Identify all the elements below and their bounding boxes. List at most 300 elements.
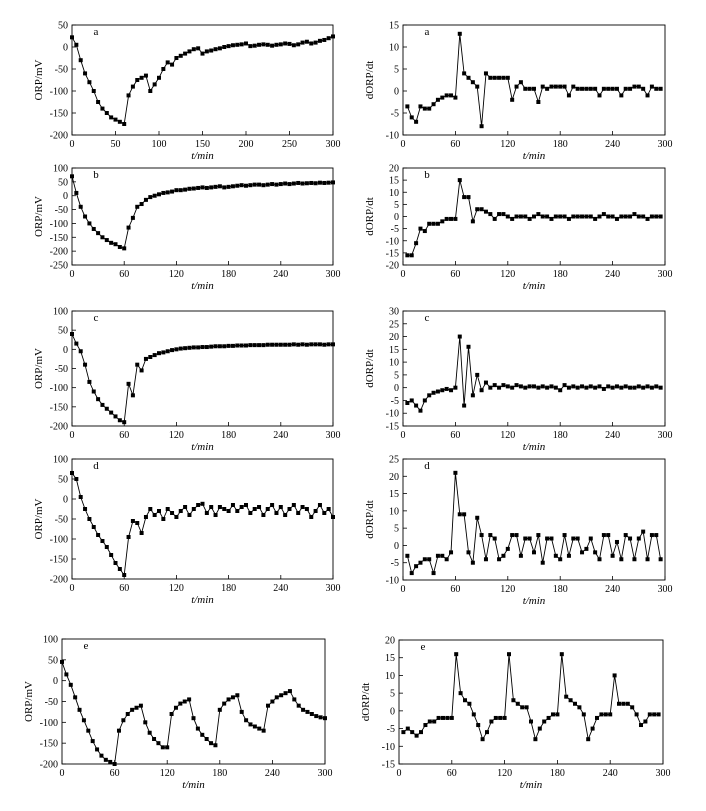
data-point bbox=[118, 245, 122, 249]
data-point bbox=[584, 87, 588, 91]
data-point bbox=[523, 537, 527, 541]
data-point bbox=[248, 722, 252, 726]
data-point bbox=[488, 533, 492, 537]
data-point bbox=[501, 76, 505, 80]
data-point bbox=[235, 43, 239, 47]
x-tick-label: 300 bbox=[655, 768, 671, 779]
x-axis-label: t/min bbox=[519, 779, 543, 791]
y-tick-label: 0 bbox=[63, 494, 68, 506]
x-tick-label: 180 bbox=[552, 584, 568, 595]
data-point bbox=[628, 386, 632, 390]
data-point bbox=[253, 44, 257, 48]
y-tick-label: -10 bbox=[385, 236, 399, 248]
data-point bbox=[582, 712, 586, 716]
series-line bbox=[403, 654, 658, 739]
data-point bbox=[283, 41, 287, 45]
data-point bbox=[471, 561, 475, 565]
data-point bbox=[467, 702, 471, 706]
data-point bbox=[458, 335, 462, 339]
data-point bbox=[201, 502, 205, 506]
data-point bbox=[454, 652, 458, 656]
data-point bbox=[619, 215, 623, 219]
data-point bbox=[96, 533, 100, 537]
data-point bbox=[536, 212, 540, 216]
x-tick-label: 240 bbox=[273, 583, 289, 594]
data-point bbox=[608, 712, 612, 716]
data-point bbox=[549, 384, 553, 388]
y-tick-label: 30 bbox=[389, 306, 399, 318]
data-point bbox=[436, 390, 440, 394]
data-point bbox=[445, 387, 449, 391]
x-tick-label: 0 bbox=[396, 768, 402, 779]
data-point bbox=[187, 49, 191, 53]
x-tick-label: 120 bbox=[159, 768, 175, 779]
data-point bbox=[135, 78, 139, 82]
data-point bbox=[79, 349, 83, 353]
data-point bbox=[257, 727, 261, 731]
data-point bbox=[309, 181, 313, 185]
data-point bbox=[613, 673, 617, 677]
data-point bbox=[318, 39, 322, 43]
data-point bbox=[261, 183, 265, 187]
data-point bbox=[519, 384, 523, 388]
data-point bbox=[86, 729, 90, 733]
y-tick-label: -10 bbox=[385, 408, 399, 420]
y-tick-label: -15 bbox=[385, 421, 399, 433]
y-tick-label: 15 bbox=[385, 653, 395, 665]
axes-frame bbox=[72, 459, 333, 579]
data-point bbox=[493, 537, 497, 541]
data-point bbox=[414, 404, 418, 408]
data-point bbox=[92, 390, 96, 394]
data-point bbox=[113, 762, 117, 766]
data-point bbox=[196, 503, 200, 507]
data-point bbox=[567, 217, 571, 221]
data-point bbox=[549, 217, 553, 221]
y-tick-label: -5 bbox=[390, 395, 399, 407]
x-tick-label: 60 bbox=[119, 583, 130, 594]
data-point bbox=[214, 513, 218, 517]
y-tick-label: 15 bbox=[389, 489, 399, 501]
data-point bbox=[541, 85, 545, 89]
chart-panel-c-orp bbox=[33, 307, 341, 454]
data-point bbox=[114, 118, 118, 122]
x-axis-label: t/min bbox=[522, 441, 546, 453]
panel-letter: c bbox=[93, 312, 99, 324]
data-point bbox=[580, 550, 584, 554]
data-point bbox=[331, 515, 335, 519]
data-point bbox=[563, 85, 567, 89]
data-point bbox=[598, 557, 602, 561]
y-tick-label: -150 bbox=[49, 402, 68, 414]
data-point bbox=[100, 235, 104, 239]
data-point bbox=[641, 530, 645, 534]
data-point bbox=[165, 745, 169, 749]
data-point bbox=[437, 716, 441, 720]
data-point bbox=[231, 695, 235, 699]
data-point bbox=[274, 343, 278, 347]
x-axis-label: t/min bbox=[191, 594, 214, 606]
data-point bbox=[170, 190, 174, 194]
data-point bbox=[331, 180, 335, 184]
panel-letter: e bbox=[83, 640, 89, 652]
data-point bbox=[567, 386, 571, 390]
data-point bbox=[476, 723, 480, 727]
data-point bbox=[418, 227, 422, 231]
data-point bbox=[445, 93, 449, 97]
data-point bbox=[401, 730, 405, 734]
x-tick-label: 180 bbox=[552, 139, 568, 150]
data-point bbox=[453, 96, 457, 100]
data-point bbox=[262, 729, 266, 733]
data-point bbox=[545, 386, 549, 390]
data-point bbox=[327, 342, 331, 346]
data-point bbox=[201, 185, 205, 189]
data-point bbox=[555, 712, 559, 716]
y-tick-label: 5 bbox=[394, 199, 399, 211]
data-point bbox=[201, 52, 205, 56]
data-point bbox=[105, 111, 109, 115]
data-point bbox=[157, 192, 161, 196]
data-point bbox=[323, 716, 327, 720]
data-point bbox=[459, 691, 463, 695]
data-point bbox=[183, 346, 187, 350]
data-point bbox=[235, 509, 239, 513]
data-point bbox=[205, 186, 209, 190]
data-point bbox=[615, 217, 619, 221]
x-axis-label: t/min bbox=[191, 280, 214, 292]
data-point bbox=[659, 386, 663, 390]
data-point bbox=[292, 342, 296, 346]
data-point bbox=[274, 183, 278, 187]
data-point bbox=[122, 246, 126, 250]
data-point bbox=[174, 706, 178, 710]
data-point bbox=[480, 124, 484, 128]
data-point bbox=[567, 554, 571, 558]
data-point bbox=[654, 87, 658, 91]
data-point bbox=[523, 386, 527, 390]
data-point bbox=[484, 210, 488, 214]
data-point bbox=[301, 342, 305, 346]
data-point bbox=[248, 511, 252, 515]
data-point bbox=[501, 554, 505, 558]
x-tick-label: 240 bbox=[605, 139, 621, 150]
x-tick-label: 180 bbox=[552, 430, 568, 441]
x-tick-label: 0 bbox=[69, 269, 75, 280]
x-tick-label: 180 bbox=[549, 768, 565, 779]
data-point bbox=[209, 185, 213, 189]
data-point bbox=[586, 737, 590, 741]
data-point bbox=[632, 85, 636, 89]
y-tick-label: 0 bbox=[394, 86, 399, 98]
data-point bbox=[520, 705, 524, 709]
data-point bbox=[108, 760, 112, 764]
data-point bbox=[598, 93, 602, 97]
data-point bbox=[96, 231, 100, 235]
data-point bbox=[322, 511, 326, 515]
data-point bbox=[449, 388, 453, 392]
data-point bbox=[515, 215, 519, 219]
data-point bbox=[114, 414, 118, 418]
data-point bbox=[632, 386, 636, 390]
data-point bbox=[127, 535, 131, 539]
x-tick-label: 60 bbox=[109, 768, 120, 779]
y-tick-label: 5 bbox=[394, 370, 399, 382]
data-point bbox=[96, 100, 100, 104]
x-tick-label: 120 bbox=[500, 584, 516, 595]
data-point bbox=[659, 557, 663, 561]
data-point bbox=[637, 537, 641, 541]
data-point bbox=[305, 40, 309, 44]
data-point bbox=[427, 557, 431, 561]
x-tick-label: 300 bbox=[657, 269, 673, 280]
data-point bbox=[227, 185, 231, 189]
data-point bbox=[257, 183, 261, 187]
data-point bbox=[183, 188, 187, 192]
y-tick-label: -5 bbox=[390, 108, 399, 120]
data-point bbox=[253, 183, 257, 187]
data-point bbox=[74, 191, 78, 195]
data-point bbox=[485, 730, 489, 734]
data-point bbox=[117, 729, 121, 733]
x-tick-label: 180 bbox=[212, 768, 228, 779]
x-tick-label: 150 bbox=[195, 139, 210, 150]
data-point bbox=[564, 695, 568, 699]
data-point bbox=[140, 531, 144, 535]
data-point bbox=[519, 215, 523, 219]
data-point bbox=[79, 205, 83, 209]
data-point bbox=[122, 573, 126, 577]
data-point bbox=[218, 708, 222, 712]
data-point bbox=[74, 477, 78, 481]
data-point bbox=[428, 719, 432, 723]
data-point bbox=[205, 511, 209, 515]
y-axis-label: dORP/dt bbox=[364, 60, 376, 100]
data-point bbox=[148, 355, 152, 359]
data-point bbox=[83, 215, 87, 219]
data-point bbox=[109, 115, 113, 119]
data-point bbox=[240, 42, 244, 46]
y-tick-label: -10 bbox=[385, 130, 399, 142]
data-point bbox=[576, 87, 580, 91]
data-point bbox=[650, 386, 654, 390]
data-point bbox=[523, 215, 527, 219]
data-point bbox=[410, 730, 414, 734]
data-point bbox=[283, 343, 287, 347]
data-point bbox=[183, 505, 187, 509]
data-point bbox=[140, 368, 144, 372]
data-point bbox=[541, 215, 545, 219]
data-point bbox=[166, 190, 170, 194]
data-point bbox=[153, 513, 157, 517]
data-point bbox=[480, 207, 484, 211]
data-point bbox=[516, 702, 520, 706]
data-point bbox=[646, 93, 650, 97]
data-point bbox=[292, 43, 296, 47]
data-point bbox=[506, 76, 510, 80]
data-point bbox=[519, 554, 523, 558]
data-point bbox=[652, 712, 656, 716]
data-point bbox=[296, 343, 300, 347]
data-point bbox=[218, 184, 222, 188]
data-point bbox=[445, 557, 449, 561]
y-tick-label: 25 bbox=[389, 319, 399, 331]
data-point bbox=[641, 215, 645, 219]
data-point bbox=[144, 515, 148, 519]
data-point bbox=[602, 212, 606, 216]
data-point bbox=[528, 537, 532, 541]
data-point bbox=[244, 503, 248, 507]
data-point bbox=[196, 186, 200, 190]
data-point bbox=[571, 215, 575, 219]
data-point bbox=[567, 93, 571, 97]
data-point bbox=[449, 550, 453, 554]
data-point bbox=[493, 383, 497, 387]
data-point bbox=[606, 384, 610, 388]
y-tick-label: 10 bbox=[389, 187, 399, 199]
data-point bbox=[436, 554, 440, 558]
data-point bbox=[621, 702, 625, 706]
data-point bbox=[248, 343, 252, 347]
data-point bbox=[205, 345, 209, 349]
y-tick-label: 50 bbox=[58, 474, 68, 486]
data-point bbox=[467, 550, 471, 554]
data-point bbox=[135, 706, 139, 710]
data-point bbox=[274, 43, 278, 47]
x-tick-label: 180 bbox=[221, 430, 237, 441]
data-point bbox=[475, 85, 479, 89]
x-axis-label: t/min bbox=[191, 441, 214, 453]
data-point bbox=[523, 87, 527, 91]
data-point bbox=[331, 342, 335, 346]
panel-letter: a bbox=[424, 26, 430, 38]
data-point bbox=[95, 747, 99, 751]
data-point bbox=[475, 207, 479, 211]
data-point bbox=[432, 222, 436, 226]
data-point bbox=[598, 384, 602, 388]
data-point bbox=[462, 512, 466, 516]
data-point bbox=[231, 344, 235, 348]
y-tick-label: 10 bbox=[385, 670, 395, 682]
panel-letter: d bbox=[424, 460, 430, 472]
data-point bbox=[554, 554, 558, 558]
panel-letter: c bbox=[424, 312, 430, 324]
data-point bbox=[331, 34, 335, 38]
data-point bbox=[322, 343, 326, 347]
data-point bbox=[510, 98, 514, 102]
data-point bbox=[641, 87, 645, 91]
data-point bbox=[227, 44, 231, 48]
data-point bbox=[327, 507, 331, 511]
data-point bbox=[510, 386, 514, 390]
data-point bbox=[619, 386, 623, 390]
data-point bbox=[654, 215, 658, 219]
data-point bbox=[467, 195, 471, 199]
data-point bbox=[646, 384, 650, 388]
x-tick-label: 0 bbox=[400, 430, 406, 441]
data-point bbox=[654, 533, 658, 537]
data-point bbox=[440, 219, 444, 223]
x-tick-label: 300 bbox=[325, 583, 341, 594]
data-point bbox=[414, 241, 418, 245]
data-point bbox=[179, 188, 183, 192]
data-point bbox=[536, 100, 540, 104]
data-point bbox=[96, 397, 100, 401]
x-tick-label: 300 bbox=[325, 430, 341, 441]
data-point bbox=[170, 63, 174, 67]
series-line bbox=[62, 662, 325, 764]
y-tick-label: -150 bbox=[49, 232, 68, 244]
x-tick-label: 60 bbox=[119, 430, 130, 441]
data-point bbox=[70, 174, 74, 178]
data-point bbox=[301, 708, 305, 712]
data-point bbox=[510, 217, 514, 221]
data-point bbox=[92, 89, 96, 93]
data-point bbox=[87, 380, 91, 384]
y-tick-label: 10 bbox=[389, 42, 399, 54]
x-tick-label: 240 bbox=[605, 430, 621, 441]
data-point bbox=[109, 241, 113, 245]
data-point bbox=[79, 58, 83, 62]
data-point bbox=[563, 533, 567, 537]
data-point bbox=[301, 505, 305, 509]
data-point bbox=[418, 409, 422, 413]
series-line bbox=[407, 337, 660, 411]
data-point bbox=[498, 716, 502, 720]
x-tick-label: 240 bbox=[605, 269, 621, 280]
data-point bbox=[493, 217, 497, 221]
y-tick-label: -250 bbox=[49, 260, 68, 272]
data-point bbox=[405, 401, 409, 405]
axes-frame bbox=[403, 311, 665, 426]
data-point bbox=[235, 693, 239, 697]
y-tick-label: 10 bbox=[389, 506, 399, 518]
y-tick-label: -200 bbox=[49, 246, 68, 258]
data-point bbox=[549, 85, 553, 89]
data-point bbox=[637, 384, 641, 388]
data-point bbox=[187, 697, 191, 701]
data-point bbox=[528, 87, 532, 91]
data-point bbox=[506, 547, 510, 551]
data-point bbox=[170, 511, 174, 515]
data-point bbox=[536, 533, 540, 537]
data-point bbox=[257, 505, 261, 509]
data-point bbox=[244, 344, 248, 348]
data-point bbox=[196, 345, 200, 349]
data-point bbox=[602, 533, 606, 537]
data-point bbox=[87, 221, 91, 225]
data-point bbox=[484, 71, 488, 75]
data-point bbox=[563, 383, 567, 387]
data-point bbox=[604, 712, 608, 716]
data-point bbox=[174, 347, 178, 351]
data-point bbox=[73, 695, 77, 699]
data-point bbox=[515, 383, 519, 387]
chart-panel-d-orp bbox=[33, 455, 341, 607]
y-tick-label: 0 bbox=[394, 540, 399, 552]
data-point bbox=[453, 386, 457, 390]
data-point bbox=[503, 716, 507, 720]
data-point bbox=[127, 382, 131, 386]
data-point bbox=[266, 183, 270, 187]
data-point bbox=[100, 107, 104, 111]
x-tick-label: 60 bbox=[450, 584, 461, 595]
x-tick-label: 180 bbox=[221, 269, 237, 280]
y-axis-label: dORP/dt bbox=[360, 682, 372, 722]
y-tick-label: 100 bbox=[53, 163, 68, 175]
data-point bbox=[427, 393, 431, 397]
data-point bbox=[87, 517, 91, 521]
